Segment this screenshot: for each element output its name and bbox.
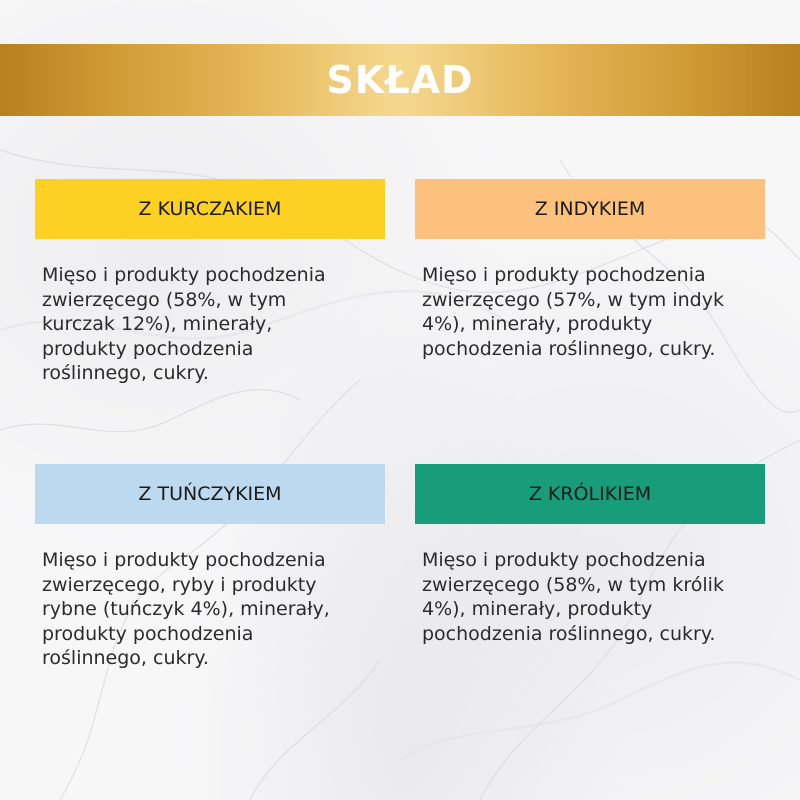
card-text-rabbit: Mięso i produkty pochodzenia zwierzęcego (58%, w tym królik 4%), minerały, produkty pochodzenia roślinnego, cukry.	[422, 549, 724, 645]
card-rabbit	[415, 464, 765, 646]
card-label-chicken: Z KURCZAKIEM	[35, 179, 385, 239]
card-label-rabbit: Z KRÓLIKIEM	[415, 464, 765, 524]
card-text-turkey: Mięso i produkty pochodzenia zwierzęcego (57%, w tym indyk 4%), minerały, produkty pochodzenia roślinnego, cukry.	[422, 264, 724, 360]
card-chicken	[35, 179, 385, 386]
card-tuna	[35, 464, 385, 671]
card-label-turkey: Z INDYKIEM	[415, 179, 765, 239]
page-title: SKŁAD	[326, 58, 474, 102]
card-text-chicken: Mięso i produkty pochodzenia zwierzęcego (58%, w tym kurczak 12%), minerały, produkty pochodzenia roślinnego, cukry.	[42, 264, 326, 384]
card-turkey	[415, 179, 765, 361]
card-label-tuna: Z TUŃCZYKIEM	[35, 464, 385, 524]
card-text-tuna: Mięso i produkty pochodzenia zwierzęcego, ryby i produkty rybne (tuńczyk 4%), minerały, produkty pochodzenia roślinnego, cukry.	[42, 549, 330, 669]
header-banner	[0, 44, 800, 116]
